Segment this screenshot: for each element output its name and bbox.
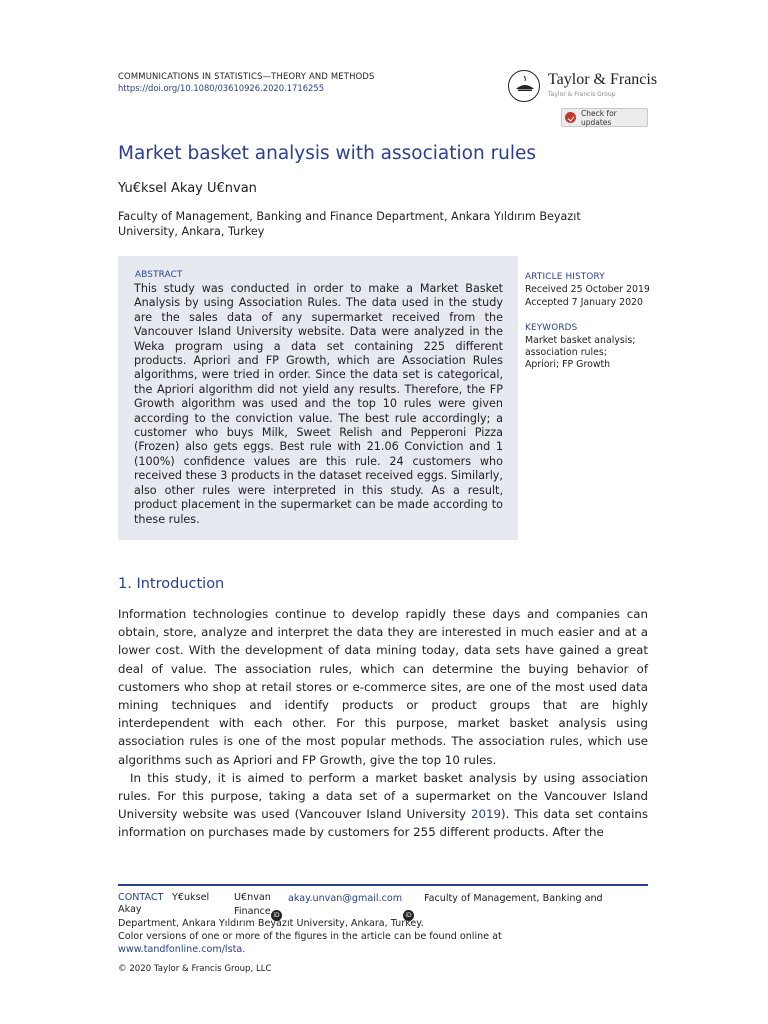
section-heading: 1. Introduction xyxy=(118,576,225,592)
accepted-date: Accepted 7 January 2020 xyxy=(525,297,643,308)
citation-link[interactable]: 2019 xyxy=(470,807,501,822)
footer-divider xyxy=(118,884,648,886)
publisher-group: Taylor & Francis Group xyxy=(548,91,616,98)
doi-link[interactable]: https://doi.org/10.1080/03610926.2020.1716255 xyxy=(118,83,325,93)
contact-affiliation: Faculty of Management, Banking and xyxy=(424,893,603,904)
received-date: Received 25 October 2019 xyxy=(525,284,650,295)
intro-paragraph xyxy=(118,769,648,842)
intro-body xyxy=(118,605,648,842)
intro-text: ). This data set contains information on purchases made by customers for 255 different products. After the xyxy=(118,807,648,840)
author-affiliation: Faculty of Management, Banking and Finance Department, Ankara Yıldırım Beyazıt University, Ankara, Turkey xyxy=(118,210,581,238)
intro-text: In this study, it is aimed to perform a market basket analysis by using association rules. For this purpose, taking a data set of a supermarket on the Vancouver Island University website was used (Vancouver Island University xyxy=(118,770,648,822)
publisher-name: Taylor & Francis xyxy=(548,71,658,88)
keywords-label: KEYWORDS xyxy=(525,323,578,333)
keyword-line: Market basket analysis; xyxy=(525,335,636,346)
footer-notes xyxy=(118,892,648,956)
copyright: © 2020 Taylor & Francis Group, LLC xyxy=(118,964,272,974)
lamp-icon xyxy=(508,70,540,102)
contact-name: Akay xyxy=(118,904,142,915)
contact-email[interactable]: akay.unvan@gmail.com xyxy=(288,893,403,904)
intro-paragraph: Information technologies continue to develop rapidly these days and companies can obtain, store, analyze and interpret the data they are interested in much easier and at a lower cost. With the development of data mining today, data sets have gained a great deal of value. The association rules, which can determine the buying behavior of customers who shop at retail stores or e-commerce sites, are one of the most used data mining techniques and identify products or product groups that are highly interdependent with each other. For this purpose, market basket analysis using association rules is one of the most popular methods. The association rules, which use algorithms such as Apriori and FP Growth, give the top 10 rules. xyxy=(118,607,648,767)
abstract-text: This study was conducted in order to make a Market Basket Analysis by using Association Rules. The data used in the study are the sales data of any supermarket received from the Vancouver Island University website. Data were analyzed in the Weka program using a data set containing 225 different products. Apriori and FP Growth, which are Association Rules algorithms, were tried in order. Since the data set is categorical, the Apriori algorithm did not yield any results. Therefore, the FP Growth algorithm was used and the top 10 rules were given according to the conviction value. The best rule accordingly; a customer who buys Milk, Sweet Relish and Pepperoni Pizza (Frozen) also gets eggs. Best rule with 21.06 Conviction and 1 (100%) confidence values are this rule. 24 customers who received these 3 products in the dataset received eggs. Similarly, also other rules were interpreted in this study. As a result, product placement in the supermarket can be made according to these rules. xyxy=(134,282,503,526)
article-title: Market basket analysis with association rules xyxy=(118,143,537,164)
journal-url[interactable]: www.tandfonline.com/lsta. xyxy=(118,943,246,955)
publisher-logo[interactable] xyxy=(508,70,658,102)
contact-line xyxy=(118,892,648,918)
contact-affiliation: Finance xyxy=(234,906,271,917)
color-note: Color versions of one or more of the figures in the article can be found online at xyxy=(118,930,502,942)
orcid-icon[interactable]: iD xyxy=(271,910,282,921)
check-icon xyxy=(565,112,576,123)
keyword-line: Apriori; FP Growth xyxy=(525,359,611,370)
author-name: Yu€ksel Akay U€nvan xyxy=(118,181,257,196)
contact-department: Department, Ankara Yıldırım Beyazıt University, Ankara, Turkey. xyxy=(118,918,424,929)
orcid-icon[interactable]: iD xyxy=(403,910,414,921)
contact-name: U€nvan xyxy=(234,892,271,903)
article-history-label: ARTICLE HISTORY xyxy=(525,272,605,282)
contact-name: Y€uksel xyxy=(172,892,210,903)
check-updates-button[interactable] xyxy=(561,108,648,127)
journal-name: COMMUNICATIONS IN STATISTICS—THEORY AND METHODS xyxy=(118,71,375,81)
abstract-label: ABSTRACT xyxy=(135,270,183,280)
check-updates-label: Check for updates xyxy=(581,108,617,127)
keyword-line: association rules; xyxy=(525,347,607,358)
contact-label: CONTACT xyxy=(118,892,164,903)
